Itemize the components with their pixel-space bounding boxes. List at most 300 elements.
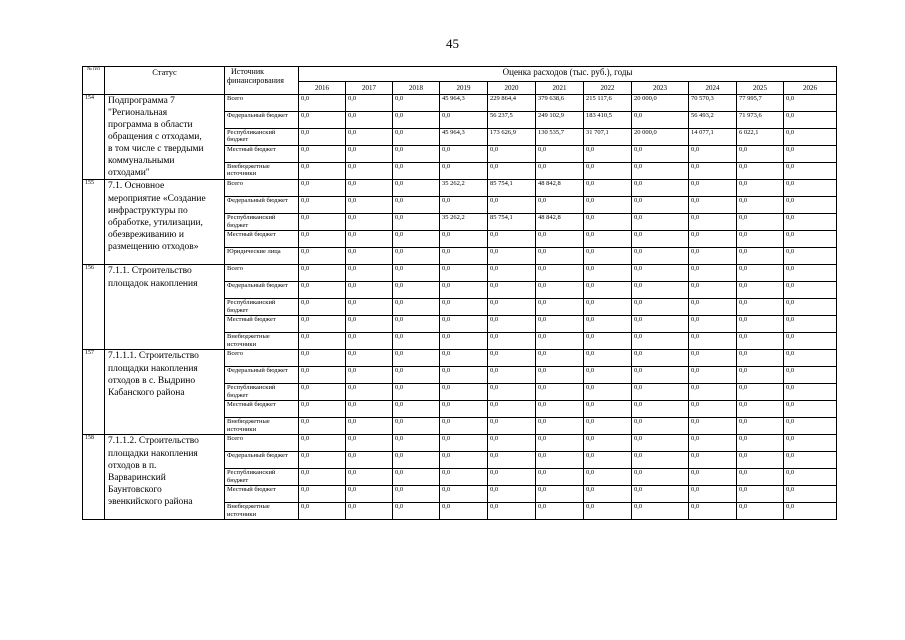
value-cell: 0,0 [488, 265, 536, 282]
value-cell: 0,0 [584, 367, 632, 384]
value-cell: 0,0 [488, 316, 536, 333]
value-cell: 0,0 [784, 367, 837, 384]
value-cell: 0,0 [632, 282, 689, 299]
status-line: инфраструктуры по [108, 205, 188, 216]
value-cell: 0,0 [393, 316, 440, 333]
value-cell: 0,0 [632, 248, 689, 265]
value-cell: 0,0 [393, 146, 440, 163]
funding-source: Федеральный бюджет [225, 282, 299, 299]
value-cell: 0,0 [440, 350, 488, 367]
header-source-line1: Источник [231, 67, 264, 76]
value-cell: 0,0 [488, 282, 536, 299]
value-cell: 0,0 [737, 384, 784, 401]
value-cell: 71 973,6 [737, 112, 784, 129]
value-cell: 20 000,0 [632, 95, 689, 112]
value-cell: 0,0 [784, 401, 837, 418]
row-number: 155 [83, 180, 105, 265]
value-cell: 0,0 [737, 231, 784, 248]
table-header [83, 67, 837, 95]
year-header: 2016 [299, 82, 346, 95]
value-cell: 0,0 [632, 401, 689, 418]
value-cell: 0,0 [440, 486, 488, 503]
status-cell [105, 350, 225, 435]
value-cell: 0,0 [346, 503, 393, 520]
value-cell: 0,0 [488, 197, 536, 214]
value-cell: 0,0 [632, 333, 689, 350]
value-cell: 0,0 [393, 231, 440, 248]
value-cell: 0,0 [299, 299, 346, 316]
value-cell: 0,0 [689, 486, 737, 503]
status-line: коммунальными [108, 156, 175, 167]
value-cell: 0,0 [346, 214, 393, 231]
funding-source: Всего [225, 180, 299, 197]
value-cell: 0,0 [299, 384, 346, 401]
value-cell: 0,0 [536, 486, 584, 503]
status-line: "Региональная [108, 108, 168, 119]
header-estimate: Оценка расходов (тыс. руб.), годы [299, 67, 837, 82]
value-cell: 0,0 [536, 282, 584, 299]
value-cell: 0,0 [440, 146, 488, 163]
value-cell: 0,0 [689, 384, 737, 401]
value-cell: 0,0 [689, 163, 737, 180]
value-cell: 0,0 [584, 503, 632, 520]
funding-source: Внебюджетные источники [225, 333, 299, 350]
value-cell: 215 117,6 [584, 95, 632, 112]
value-cell: 0,0 [737, 435, 784, 452]
value-cell: 0,0 [737, 469, 784, 486]
value-cell: 0,0 [393, 129, 440, 146]
value-cell: 0,0 [440, 435, 488, 452]
status-line: программа в области [108, 120, 193, 131]
value-cell: 0,0 [536, 401, 584, 418]
value-cell: 0,0 [632, 503, 689, 520]
value-cell: 0,0 [299, 129, 346, 146]
funding-source: Республиканский бюджет [225, 469, 299, 486]
funding-source: Республиканский бюджет [225, 299, 299, 316]
year-header: 2022 [584, 82, 632, 95]
funding-source: Местный бюджет [225, 146, 299, 163]
table-row [83, 435, 837, 452]
value-cell: 56 493,2 [689, 112, 737, 129]
value-cell: 0,0 [346, 469, 393, 486]
status-cell [105, 180, 225, 265]
value-cell: 0,0 [299, 367, 346, 384]
value-cell: 0,0 [632, 299, 689, 316]
value-cell: 0,0 [536, 452, 584, 469]
value-cell: 85 754,1 [488, 214, 536, 231]
value-cell: 0,0 [584, 435, 632, 452]
status-line: 7.1.1.1. Строительство [108, 351, 199, 362]
funding-source: Местный бюджет [225, 231, 299, 248]
value-cell: 0,0 [488, 299, 536, 316]
value-cell: 0,0 [689, 146, 737, 163]
value-cell: 0,0 [689, 401, 737, 418]
status-line: площадок накопления [108, 278, 198, 289]
funding-source: Местный бюджет [225, 316, 299, 333]
funding-source: Внебюджетные источники [225, 503, 299, 520]
value-cell: 0,0 [584, 163, 632, 180]
value-cell: 0,0 [299, 214, 346, 231]
value-cell: 0,0 [440, 299, 488, 316]
value-cell: 0,0 [346, 401, 393, 418]
year-header: 2025 [737, 82, 784, 95]
value-cell: 0,0 [584, 469, 632, 486]
value-cell: 0,0 [784, 231, 837, 248]
funding-source: Федеральный бюджет [225, 367, 299, 384]
funding-source: Всего [225, 435, 299, 452]
value-cell: 0,0 [299, 197, 346, 214]
row-number: 157 [83, 350, 105, 435]
value-cell: 0,0 [393, 350, 440, 367]
value-cell: 0,0 [536, 197, 584, 214]
value-cell: 0,0 [784, 163, 837, 180]
funding-source: Всего [225, 265, 299, 282]
value-cell: 0,0 [584, 486, 632, 503]
value-cell: 0,0 [632, 418, 689, 435]
value-cell: 0,0 [584, 282, 632, 299]
value-cell: 0,0 [346, 95, 393, 112]
value-cell: 14 077,1 [689, 129, 737, 146]
value-cell: 0,0 [784, 452, 837, 469]
funding-source: Республиканский бюджет [225, 129, 299, 146]
value-cell: 45 964,3 [440, 129, 488, 146]
value-cell: 0,0 [632, 350, 689, 367]
value-cell: 0,0 [488, 231, 536, 248]
value-cell: 85 754,1 [488, 180, 536, 197]
value-cell: 0,0 [632, 214, 689, 231]
status-line: Баунтовского [108, 484, 162, 495]
value-cell: 0,0 [440, 503, 488, 520]
value-cell: 0,0 [346, 129, 393, 146]
value-cell: 0,0 [584, 265, 632, 282]
value-cell: 0,0 [346, 418, 393, 435]
value-cell: 0,0 [584, 401, 632, 418]
value-cell: 0,0 [488, 469, 536, 486]
value-cell: 0,0 [299, 265, 346, 282]
value-cell: 0,0 [536, 350, 584, 367]
value-cell: 20 000,0 [632, 129, 689, 146]
value-cell: 0,0 [632, 452, 689, 469]
year-header: 2021 [536, 82, 584, 95]
status-cell [105, 95, 225, 180]
value-cell: 0,0 [689, 231, 737, 248]
value-cell: 0,0 [346, 163, 393, 180]
value-cell: 0,0 [737, 401, 784, 418]
status-line: площадки накопления [108, 363, 198, 374]
value-cell: 56 237,5 [488, 112, 536, 129]
table-row [83, 95, 837, 112]
value-cell: 0,0 [689, 180, 737, 197]
value-cell: 0,0 [299, 316, 346, 333]
status-line: Кабанского района [108, 387, 185, 398]
value-cell: 0,0 [784, 265, 837, 282]
value-cell: 0,0 [299, 469, 346, 486]
value-cell: 0,0 [299, 112, 346, 129]
value-cell: 0,0 [536, 435, 584, 452]
funding-source: Местный бюджет [225, 401, 299, 418]
row-number: 158 [83, 435, 105, 520]
value-cell: 0,0 [440, 418, 488, 435]
value-cell: 0,0 [584, 333, 632, 350]
header-source [225, 67, 299, 95]
value-cell: 0,0 [488, 503, 536, 520]
value-cell: 0,0 [689, 316, 737, 333]
status-line: 7.1.1.2. Строительство [108, 436, 199, 447]
value-cell: 0,0 [784, 435, 837, 452]
row-number: 154 [83, 95, 105, 180]
table-body [83, 95, 837, 520]
value-cell: 48 842,8 [536, 214, 584, 231]
value-cell: 0,0 [299, 146, 346, 163]
value-cell: 0,0 [632, 180, 689, 197]
value-cell: 0,0 [784, 129, 837, 146]
value-cell: 0,0 [299, 486, 346, 503]
value-cell: 0,0 [536, 316, 584, 333]
value-cell: 0,0 [299, 95, 346, 112]
year-header: 2018 [393, 82, 440, 95]
value-cell: 0,0 [689, 333, 737, 350]
value-cell: 0,0 [784, 95, 837, 112]
value-cell: 0,0 [488, 367, 536, 384]
value-cell: 0,0 [784, 350, 837, 367]
value-cell: 0,0 [784, 384, 837, 401]
value-cell: 0,0 [536, 265, 584, 282]
funding-source: Юридические лица [225, 248, 299, 265]
value-cell: 0,0 [689, 418, 737, 435]
value-cell: 0,0 [393, 401, 440, 418]
status-line: обработке, утилизации, [108, 217, 203, 228]
value-cell: 0,0 [632, 197, 689, 214]
value-cell: 0,0 [346, 248, 393, 265]
value-cell: 183 410,5 [584, 112, 632, 129]
value-cell: 0,0 [393, 197, 440, 214]
value-cell: 0,0 [346, 316, 393, 333]
status-cell [105, 435, 225, 520]
value-cell: 0,0 [689, 282, 737, 299]
value-cell: 0,0 [632, 486, 689, 503]
status-line: отходами" [108, 168, 150, 179]
value-cell: 0,0 [488, 435, 536, 452]
value-cell: 0,0 [440, 197, 488, 214]
value-cell: 0,0 [346, 112, 393, 129]
value-cell: 0,0 [299, 418, 346, 435]
value-cell: 0,0 [737, 248, 784, 265]
status-line: мероприятие «Создание [108, 193, 206, 204]
value-cell: 0,0 [737, 452, 784, 469]
value-cell: 0,0 [737, 197, 784, 214]
value-cell: 0,0 [440, 316, 488, 333]
value-cell: 0,0 [393, 112, 440, 129]
status-line: 7.1. Основное [108, 181, 165, 192]
row-number: 156 [83, 265, 105, 350]
status-line: эвенкийского района [108, 496, 193, 507]
value-cell: 0,0 [784, 316, 837, 333]
status-line: площадки накопления [108, 448, 198, 459]
value-cell: 0,0 [689, 469, 737, 486]
header-status: Статус [105, 67, 225, 95]
value-cell: 6 022,1 [737, 129, 784, 146]
funding-source: Федеральный бюджет [225, 112, 299, 129]
value-cell: 0,0 [632, 163, 689, 180]
value-cell: 0,0 [689, 299, 737, 316]
value-cell: 0,0 [784, 248, 837, 265]
value-cell: 0,0 [737, 163, 784, 180]
value-cell: 0,0 [488, 452, 536, 469]
value-cell: 0,0 [393, 299, 440, 316]
value-cell: 0,0 [584, 350, 632, 367]
value-cell: 0,0 [393, 384, 440, 401]
value-cell: 0,0 [632, 265, 689, 282]
value-cell: 0,0 [536, 469, 584, 486]
year-header: 2020 [488, 82, 536, 95]
value-cell: 0,0 [632, 112, 689, 129]
value-cell: 0,0 [346, 350, 393, 367]
value-cell: 0,0 [584, 231, 632, 248]
value-cell: 0,0 [784, 197, 837, 214]
value-cell: 45 964,3 [440, 95, 488, 112]
value-cell: 0,0 [393, 418, 440, 435]
value-cell: 0,0 [393, 248, 440, 265]
value-cell: 0,0 [440, 112, 488, 129]
value-cell: 0,0 [393, 95, 440, 112]
value-cell: 0,0 [346, 231, 393, 248]
value-cell: 0,0 [584, 214, 632, 231]
value-cell: 0,0 [346, 333, 393, 350]
year-header: 2026 [784, 82, 837, 95]
page-number: 45 [446, 36, 459, 51]
value-cell: 0,0 [346, 282, 393, 299]
funding-source: Федеральный бюджет [225, 197, 299, 214]
status-line: обращения с отходами, [108, 132, 202, 143]
value-cell: 0,0 [536, 163, 584, 180]
funding-source: Внебюджетные источники [225, 163, 299, 180]
value-cell: 0,0 [346, 180, 393, 197]
status-cell [105, 265, 225, 350]
value-cell: 0,0 [737, 486, 784, 503]
year-header: 2017 [346, 82, 393, 95]
value-cell: 0,0 [536, 418, 584, 435]
value-cell: 0,0 [440, 333, 488, 350]
value-cell: 0,0 [393, 333, 440, 350]
value-cell: 130 535,7 [536, 129, 584, 146]
value-cell: 0,0 [346, 384, 393, 401]
value-cell: 0,0 [299, 503, 346, 520]
value-cell: 0,0 [299, 452, 346, 469]
funding-source: Республиканский бюджет [225, 214, 299, 231]
value-cell: 379 638,6 [536, 95, 584, 112]
value-cell: 229 864,4 [488, 95, 536, 112]
value-cell: 0,0 [584, 248, 632, 265]
value-cell: 0,0 [737, 503, 784, 520]
value-cell: 0,0 [488, 384, 536, 401]
value-cell: 70 570,3 [689, 95, 737, 112]
value-cell: 0,0 [440, 367, 488, 384]
value-cell: 0,0 [488, 350, 536, 367]
funding-source: Республиканский бюджет [225, 384, 299, 401]
value-cell: 0,0 [536, 384, 584, 401]
value-cell: 0,0 [488, 333, 536, 350]
value-cell: 0,0 [440, 163, 488, 180]
value-cell: 173 626,9 [488, 129, 536, 146]
funding-source: Федеральный бюджет [225, 452, 299, 469]
value-cell: 0,0 [784, 299, 837, 316]
value-cell: 0,0 [393, 214, 440, 231]
value-cell: 0,0 [299, 435, 346, 452]
value-cell: 77 995,7 [737, 95, 784, 112]
value-cell: 0,0 [584, 418, 632, 435]
value-cell: 0,0 [536, 146, 584, 163]
value-cell: 0,0 [632, 469, 689, 486]
table-row [83, 265, 837, 282]
value-cell: 0,0 [299, 248, 346, 265]
status-line: Варваринский [108, 472, 166, 483]
funding-source: Всего [225, 95, 299, 112]
value-cell: 0,0 [346, 299, 393, 316]
value-cell: 0,0 [488, 248, 536, 265]
value-cell: 0,0 [393, 503, 440, 520]
value-cell: 0,0 [784, 333, 837, 350]
table-row [83, 350, 837, 367]
value-cell: 0,0 [632, 316, 689, 333]
value-cell: 0,0 [689, 197, 737, 214]
value-cell: 0,0 [632, 231, 689, 248]
value-cell: 0,0 [784, 418, 837, 435]
value-cell: 0,0 [584, 384, 632, 401]
value-cell: 0,0 [488, 418, 536, 435]
value-cell: 0,0 [299, 180, 346, 197]
status-line: 7.1.1. Строительство [108, 266, 192, 277]
value-cell: 0,0 [536, 299, 584, 316]
value-cell: 0,0 [488, 486, 536, 503]
value-cell: 0,0 [784, 469, 837, 486]
value-cell: 0,0 [346, 367, 393, 384]
value-cell: 0,0 [440, 401, 488, 418]
value-cell: 0,0 [299, 350, 346, 367]
value-cell: 0,0 [737, 214, 784, 231]
value-cell: 0,0 [393, 367, 440, 384]
value-cell: 0,0 [393, 435, 440, 452]
year-header: 2024 [689, 82, 737, 95]
value-cell: 0,0 [689, 248, 737, 265]
value-cell: 0,0 [737, 333, 784, 350]
value-cell: 249 102,9 [536, 112, 584, 129]
year-header: 2023 [632, 82, 689, 95]
value-cell: 0,0 [299, 231, 346, 248]
value-cell: 0,0 [488, 401, 536, 418]
value-cell: 0,0 [584, 316, 632, 333]
value-cell: 0,0 [440, 265, 488, 282]
value-cell: 0,0 [784, 486, 837, 503]
value-cell: 0,0 [737, 180, 784, 197]
status-line: отходов в п. [108, 460, 157, 471]
value-cell: 0,0 [393, 163, 440, 180]
value-cell: 0,0 [346, 197, 393, 214]
value-cell: 0,0 [346, 486, 393, 503]
value-cell: 0,0 [584, 299, 632, 316]
value-cell: 0,0 [632, 384, 689, 401]
value-cell: 0,0 [784, 214, 837, 231]
value-cell: 0,0 [346, 146, 393, 163]
value-cell: 0,0 [440, 231, 488, 248]
value-cell: 0,0 [737, 299, 784, 316]
value-cell: 0,0 [737, 418, 784, 435]
value-cell: 0,0 [784, 180, 837, 197]
value-cell: 0,0 [632, 146, 689, 163]
status-line: размещению отходов» [108, 241, 199, 252]
value-cell: 48 842,8 [536, 180, 584, 197]
value-cell: 0,0 [393, 486, 440, 503]
value-cell: 0,0 [737, 350, 784, 367]
